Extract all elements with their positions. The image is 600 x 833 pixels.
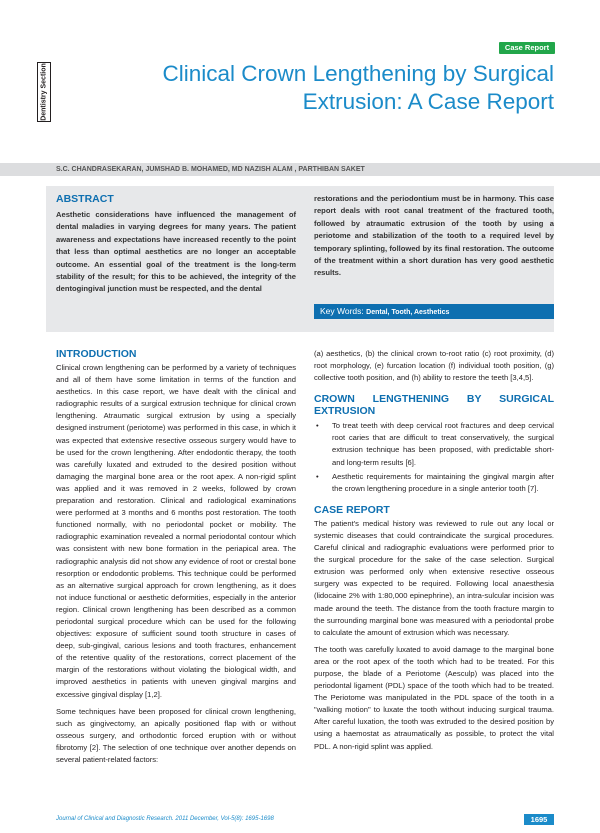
list-item: • Aesthetic requirements for maintaining the gingival margin after the crown lengthening procedure in a single anterior tooth [7]. xyxy=(314,471,554,495)
left-column xyxy=(56,348,296,771)
section-label-box xyxy=(37,62,51,122)
author-bar: S.C. CHANDRASEKARAN, JUMSHAD B. MOHAMED, MD NAZISH ALAM , PARTHIBAN SAKET xyxy=(0,163,600,176)
right-column xyxy=(314,348,554,758)
case-report-heading: CASE REPORT xyxy=(314,503,390,516)
introduction-heading: INTRODUCTION xyxy=(56,348,137,360)
case-paragraph-1: The patient's medical history was reviewed to rule out any local or systemic diseases that could contraindicate the surgical procedures. Careful clinical and radiographic evaluations were performed prior to the surgical procedure for the sake of the case selection. Surgical extrusion was performed only when extensive resective osseous surgery was expected to be required. Following local anaesthesia (lidocaine 2% with 1:80,000 epinephrine), an intra-sulcular incision was made around the teeth. The distance from the tooth fracture margin to the surrounding marginal bone was measured with a periodontal probe to calculate the amount of extrusion which was necessary. xyxy=(314,518,554,637)
article-title: Clinical Crown Lengthening by Surgical Extrusion: A Case Report xyxy=(162,61,554,114)
journal-citation: Journal of Clinical and Diagnostic Research. 2011 December, Vol-5(8): 1695-1698 xyxy=(56,816,274,822)
crown-lengthening-list xyxy=(314,420,554,495)
abstract-text-col1: Aesthetic considerations have influenced the management of dental maladies in varying degrees for many years. The patient awareness and expectations have increased recently to the point that less than optimal aesthetics are no longer an acceptable outcome. An essential goal of the treatment is the long-term stability of the result; for this to be achieved, the integrity of the dentogingival junction must be respected, and the dental xyxy=(56,210,296,294)
keywords-label: Key Words: xyxy=(320,306,364,316)
intro-paragraph-1: Clinical crown lengthening can be performed by a variety of techniques and all of them have some limitation in terms of the function and aesthetics. In this case report, we have dealt with the clinical and radiographic results of a surgical extrusion technique for clinical crown lengthening. Atraumatic surgical extrusion by using a specially designed instrument (periotome) was performed in this case, in which it was expected that extensive resective osseous surgery would have to be used for the crown lengthening. After endodontic therapy, the tooth was carefully luxated and extruded to the desired position without damaging the marginal bone area or the root apex. A non-rigid splint was applied and it was removed in 2 weeks, followed by crown preparation and restoration. Clinical and radiological examinations were performed at 3 months and 6 months post restoration. The tooth functioned normally, with no periodontal pocket or mobility. The radiographic examination revealed a normal periodontal contour which was consistent with new bone formation in the periapical area. The radiographic analysis did not show any evidence of root or crestal bone resorption or endodontic problems. This technique could be performed as an alternative surgical approach for crown lengthening, as it does not induce functional or aesthetic deformities, especially in the anterior region. Clinical crown lengthening has been described as a common periodontal surgical procedure which can be used for the following objectives: exposure of sufficient sound tooth structure in cases of deep, sub-gingival, carious lesions and tooth fractures, enhancement of the retentive quality of the restorations, correct placement of the margin of the restorations without violating the biological width, and improved aesthetics in patients with uneven gingival margins and excessive gingival display [1,2]. xyxy=(56,363,296,699)
intro-continuation: (a) aesthetics, (b) the clinical crown to-root ratio (c) root proximity, (d) root morphology, (e) furcation location (f) individual tooth position, (g) collective tooth position, and (h) ability to restore the teeth [3,4,5]. xyxy=(314,349,554,383)
keywords-bar xyxy=(314,304,554,319)
article-type-badge: Case Report xyxy=(499,42,555,54)
section-label: Dentistry Section xyxy=(40,63,48,121)
case-paragraph-2: The tooth was carefully luxated to avoid damage to the marginal bone area or the root apex of the tooth which had to be treated. For this purpose, the blade of a Periotome (Aesculp) was placed into the periodontal ligament (PDL) space of the tooth which had to be treated. The Periotome was manipulated in the PDL space of the tooth in a "walking motion" to luxate the tooth without inducing surgical trauma. After careful luxation, the tooth was extruded to the desired position by using a haemostat as atraumatically as possible, to protect the vital PDL. A non-rigid splint was applied. xyxy=(314,644,554,751)
abstract-text-col2: restorations and the periodontium must be in harmony. This case report deals with root canal treatment of the fractured tooth, followed by atraumatic extrusion of the tooth by using a periotome and stabilization of the tooth to a required level by temporary splinting, followed by its final restoration. The outcome of the treatment within a short duration has very good aesthetic results. xyxy=(314,194,554,278)
crown-lengthening-heading: CROWN LENGTHENING BY SURGICAL EXTRUSION xyxy=(314,393,554,418)
page-number: 1695 xyxy=(524,814,554,825)
abstract-heading: ABSTRACT xyxy=(56,193,114,205)
list-item: • To treat teeth with deep cervical root fractures and deep cervical root caries that are difficult to treat conservatively, the surgical extrusion technique has been proposed, with predictable short- and long-term results [6]. xyxy=(314,420,554,468)
keywords-values: Dental, Tooth, Aesthetics xyxy=(366,309,450,316)
intro-paragraph-2: Some techniques have been proposed for clinical crown lengthening, such as gingivectomy, an apically positioned flap with or without osseous surgery, and orthodontic forced eruption with or without fibrotomy [2]. The selection of one technique over another depends on several patient-related factors: xyxy=(56,706,296,764)
